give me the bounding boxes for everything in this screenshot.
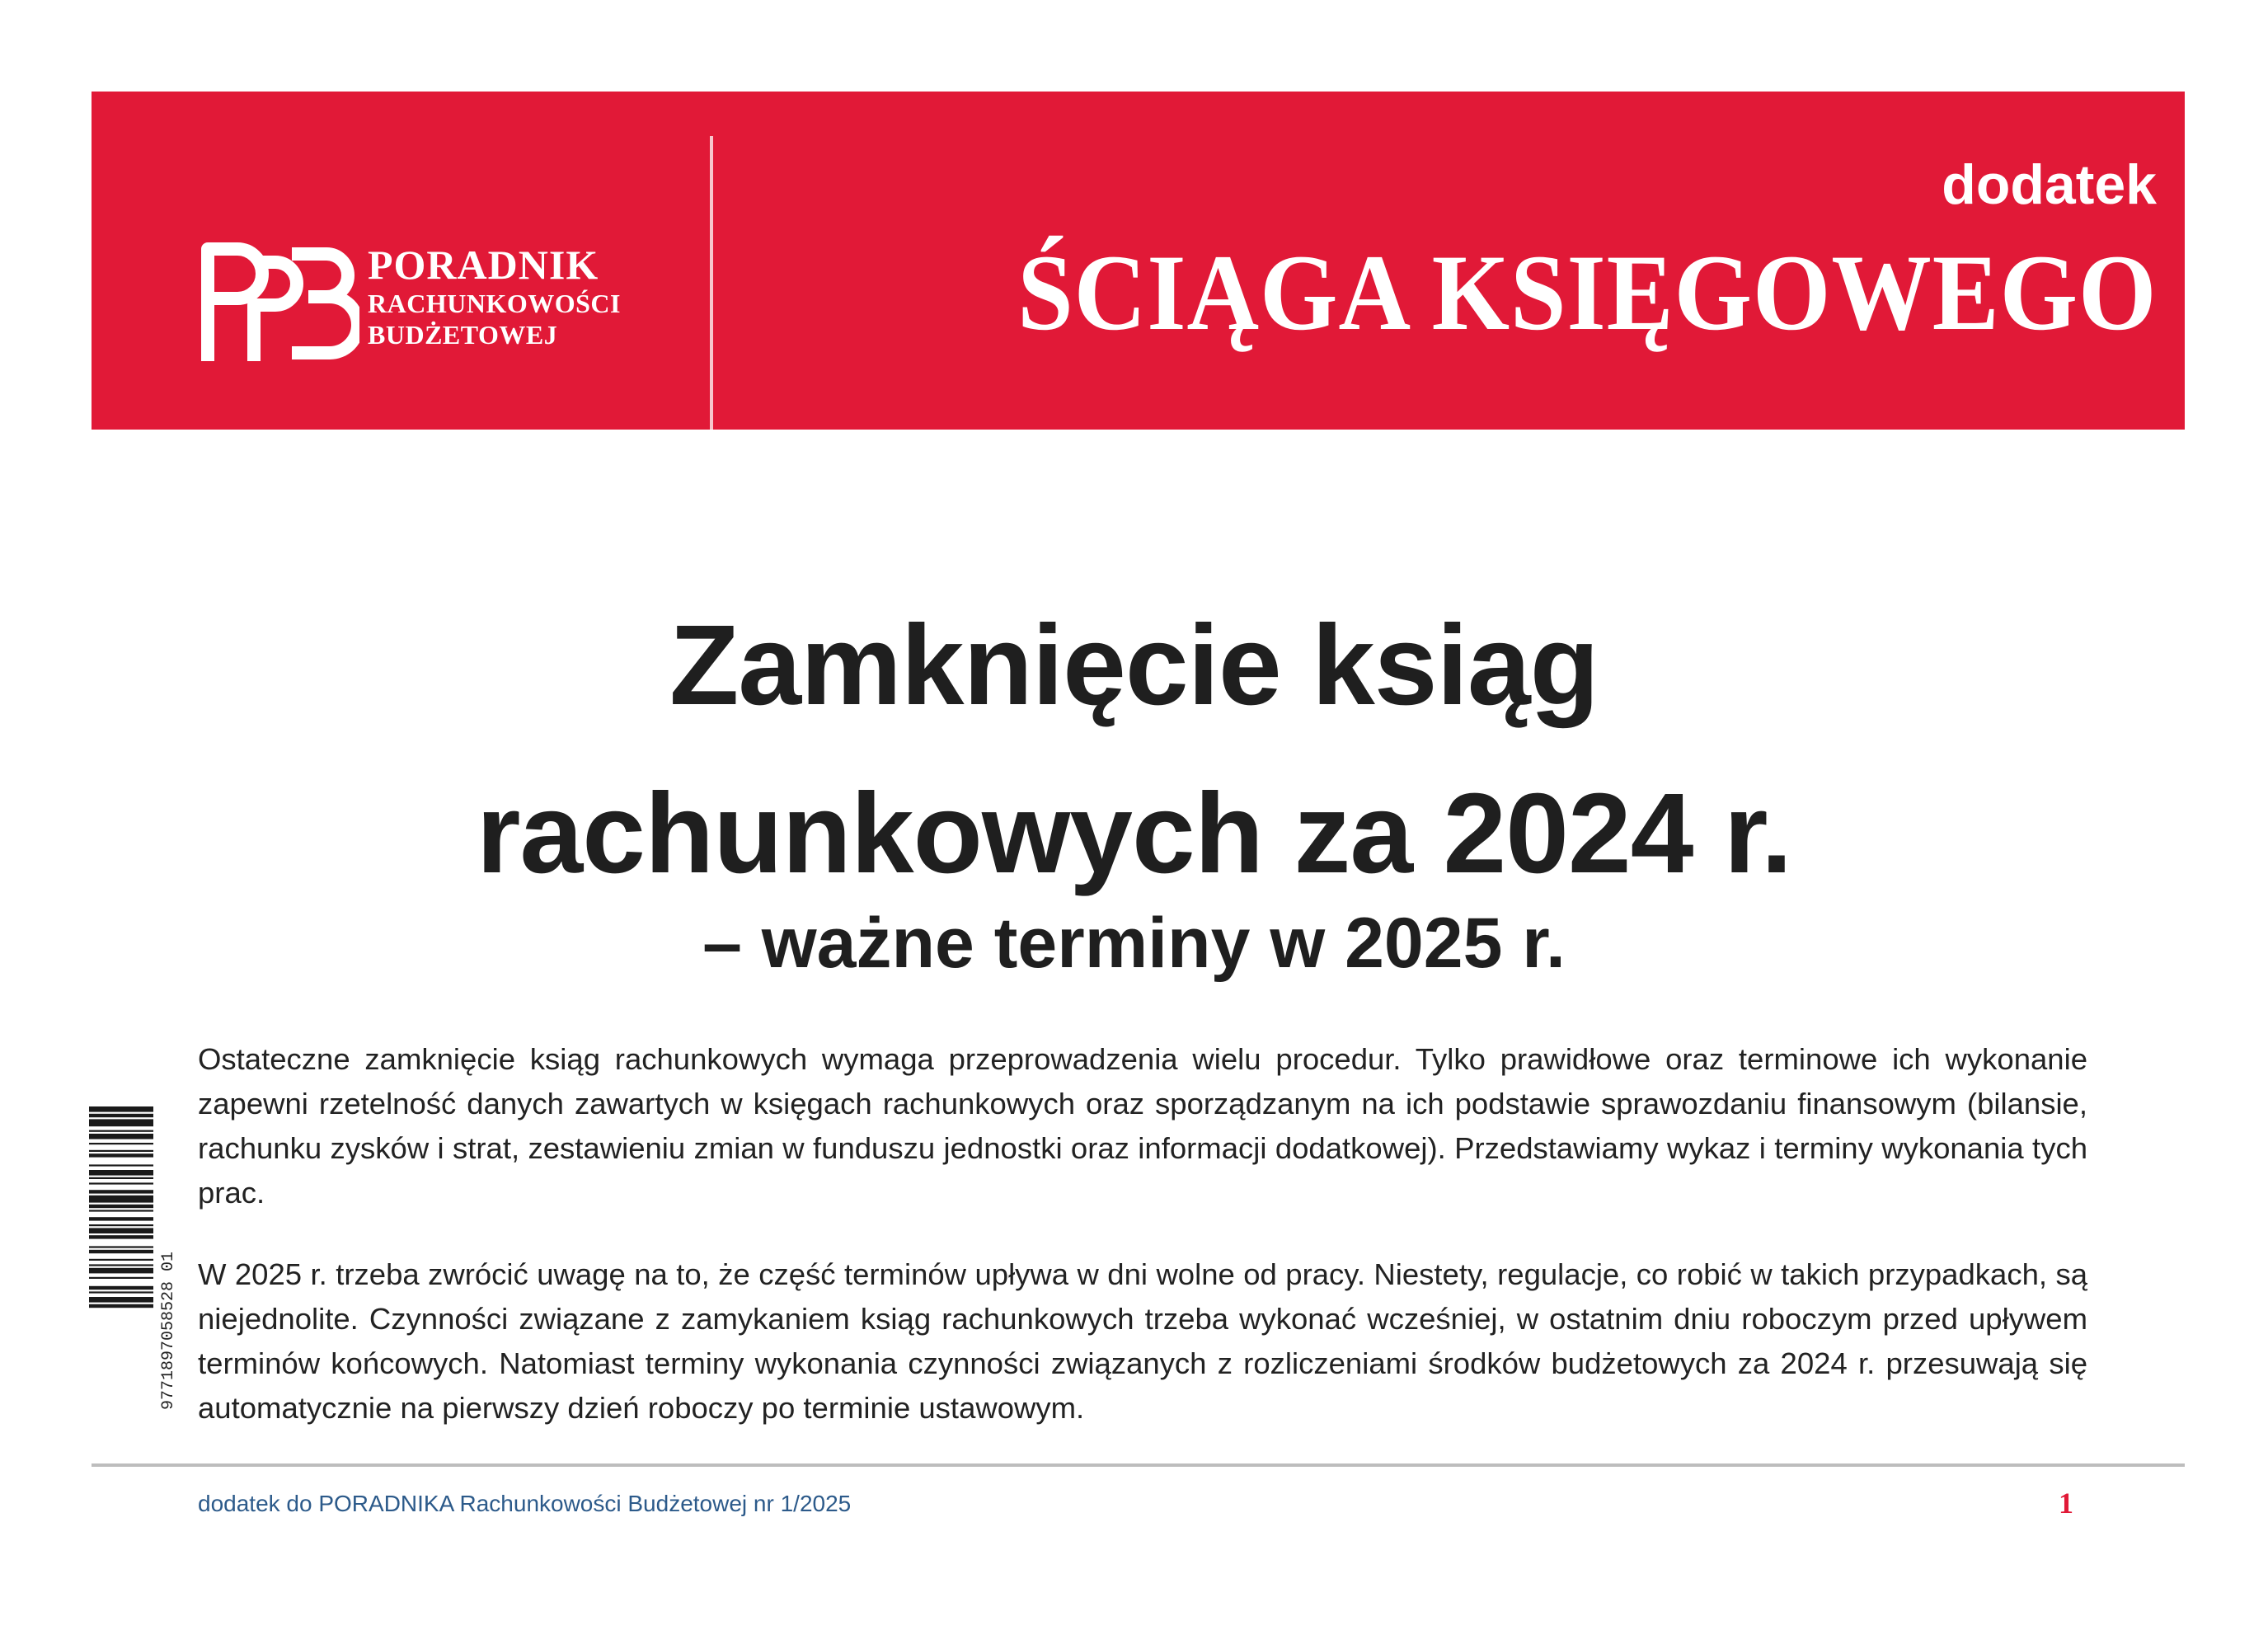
barcode-bar <box>89 1277 153 1279</box>
logo-wordmark <box>368 244 621 348</box>
page-number: 1 <box>2059 1487 2073 1520</box>
supplement-label: dodatek <box>1942 153 2157 216</box>
barcode-bar <box>89 1291 153 1293</box>
intro-paragraph: Ostateczne zamknięcie ksiąg rachunkowych wymaga przeprowadzenia wielu procedur. Tylko prawidłowe oraz terminowe ich wykonanie zapewni rzetelność danych zawartych w księgach rachunkowych oraz sporządzanym na ich podstawie sprawozdaniu finansowym (bilansie, rachunku zysków i strat, zestawieniu zmian w funduszu jednostki oraz informacji dodatkowej). Przedstawiamy wykaz i terminy wykonania tych prac. <box>198 1042 2087 1210</box>
barcode-bar <box>89 1177 153 1179</box>
barcode-digits: 9771897058528 01 <box>159 1251 178 1410</box>
barcode-bar <box>89 1217 153 1220</box>
deadline-paragraph: W 2025 r. trzeba zwrócić uwagę na to, że część terminów upływa w dni wolne od pracy. Niestety, regulacje, co robić w takich przypadkach, są niejednolite. Czynności związane z zamykaniem ksiąg rachunkowych trzeba wykonać wcześniej, w ostatnim dniu roboczym przed upływem terminów końcowych. Natomiast terminy wykonania czynności związanych z rozliczeniami środków budżetowych za 2024 r. przesuwają się automatycznie na pierwszy dzień roboczy po terminie ustawowym. <box>198 1257 2087 1425</box>
prb-logo-icon <box>195 239 359 363</box>
banner-divider <box>710 136 713 430</box>
barcode-bar <box>89 1150 153 1152</box>
barcode-bar <box>89 1228 153 1233</box>
barcode-bar <box>89 1205 153 1208</box>
barcode-bar <box>89 1304 153 1308</box>
barcode-bar <box>89 1210 153 1211</box>
logo-line-poradnik: PORADNIK <box>368 242 599 288</box>
barcode-bar <box>89 1259 153 1261</box>
supplement-title: ŚCIĄGA KSIĘGOWEGO <box>1017 232 2157 353</box>
barcode-bar <box>89 1235 153 1238</box>
barcode-bar <box>89 1170 153 1176</box>
barcode-bar <box>89 1224 153 1226</box>
logo-line-budzetowej: BUDŻETOWEJ <box>368 320 558 350</box>
barcode-bar <box>89 1286 153 1290</box>
publication-logo <box>195 239 623 363</box>
footer-divider <box>92 1463 2185 1467</box>
barcode-bar <box>89 1106 153 1112</box>
barcode-bar <box>89 1153 153 1157</box>
barcode-bar <box>89 1196 153 1203</box>
barcode-bar <box>89 1134 153 1139</box>
barcode-bar <box>89 1182 153 1184</box>
headline-line-2: rachunkowych za 2024 r. <box>476 770 1792 897</box>
barcode-bar <box>89 1297 153 1303</box>
footer-caption: dodatek do PORADNIKA Rachunkowości Budżetowej nr 1/2025 <box>198 1491 852 1516</box>
logo-line-rachunkowosci: RACHUNKOWOŚCI <box>368 289 621 318</box>
headline-line-1: Zamknięcie ksiąg <box>669 602 1599 729</box>
barcode-bar <box>89 1246 153 1247</box>
barcode-bar <box>89 1250 153 1253</box>
document-headline <box>0 581 2268 918</box>
barcode-bar <box>89 1264 153 1266</box>
barcode-bar <box>89 1164 153 1166</box>
barcode-bar <box>89 1268 153 1274</box>
barcode-bar <box>89 1143 153 1144</box>
barcode-bar <box>89 1190 153 1193</box>
barcode-bar <box>89 1130 153 1132</box>
barcode-bar <box>89 1114 153 1117</box>
barcode-bar <box>89 1119 153 1126</box>
document-subtitle: – ważne terminy w 2025 r. <box>702 904 1566 983</box>
